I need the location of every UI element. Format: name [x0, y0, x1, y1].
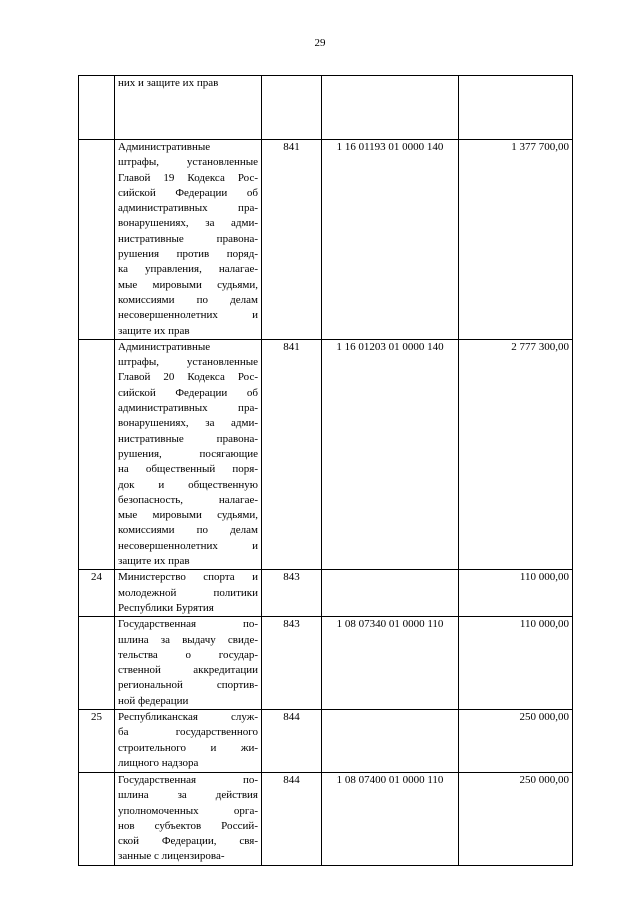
amount-cell: 250 000,00 [459, 709, 573, 772]
row-number-cell [79, 140, 115, 340]
table-row [79, 709, 573, 772]
administrator-code-cell: 843 [262, 570, 322, 617]
revenue-name-line: ба государственного [118, 726, 258, 739]
row-number-cell: 25 [79, 709, 115, 772]
revenue-name-line: Министерство спорта и [118, 571, 258, 584]
revenue-name-line: региональной спортив- [118, 679, 258, 692]
revenue-name-line: Главой 20 Кодекса Рос- [118, 371, 258, 384]
revenue-name-cell [115, 709, 262, 772]
amount-cell: 110 000,00 [459, 617, 573, 710]
revenue-name-line: Республиканская служ- [118, 710, 258, 723]
revenue-name-line: ной федерации [118, 694, 189, 707]
revenue-name-line: Государственная по- [118, 773, 258, 786]
revenue-name-cell [115, 76, 262, 140]
revenue-name-cell [115, 339, 262, 569]
revenue-name-line: Республики Бурятия [118, 601, 214, 614]
amount-cell: 250 000,00 [459, 772, 573, 865]
budget-classification-code-cell [322, 709, 459, 772]
administrator-code-cell: 841 [262, 339, 322, 569]
revenue-name-line: сийской Федерации об [118, 186, 258, 199]
revenue-name-cell [115, 570, 262, 617]
table-row [79, 570, 573, 617]
revenue-name-line: нистративные правона- [118, 432, 258, 445]
revenue-name-line: штрафы, установленные [118, 356, 258, 369]
revenue-name-line: док и общественную [118, 478, 258, 491]
revenue-name-cell [115, 772, 262, 865]
table-row [79, 617, 573, 710]
revenue-name-line: несовершеннолетних и [118, 309, 258, 322]
revenue-name-line: молодежной политики [118, 586, 258, 599]
revenue-name-line: ской Федерации, свя- [118, 835, 258, 848]
revenue-name-line: Государственная по- [118, 618, 258, 631]
revenue-name-line: строительного и жи- [118, 741, 258, 754]
revenue-name-line: защите их прав [118, 324, 190, 337]
revenue-name-line: Главой 19 Кодекса Рос- [118, 171, 258, 184]
row-number-cell [79, 772, 115, 865]
budget-classification-code-cell: 1 16 01193 01 0000 140 [322, 140, 459, 340]
table-row [79, 140, 573, 340]
revenue-name-line: шлина за действия [118, 789, 258, 802]
revenue-name-line: уполномоченных орга- [118, 804, 258, 817]
revenue-name-line: рушения, посягающие [118, 447, 258, 460]
revenue-name-line: занные с лицензирова- [118, 850, 225, 863]
administrator-code-cell: 844 [262, 772, 322, 865]
budget-classification-code-cell: 1 16 01203 01 0000 140 [322, 339, 459, 569]
revenue-name-line: ка управления, налагае- [118, 263, 258, 276]
revenue-name-line: вонарушениях, за адми- [118, 217, 258, 230]
table-body [79, 76, 573, 866]
row-number-cell [79, 76, 115, 140]
budget-classification-code-cell [322, 570, 459, 617]
budget-table [78, 75, 573, 866]
revenue-name-line: мые мировыми судьями, [118, 509, 258, 522]
amount-cell [459, 76, 573, 140]
budget-classification-code-cell [322, 76, 459, 140]
revenue-name-line: защите их прав [118, 555, 190, 568]
administrator-code-cell: 843 [262, 617, 322, 710]
row-number-cell [79, 617, 115, 710]
amount-cell: 2 777 300,00 [459, 339, 573, 569]
budget-classification-code-cell: 1 08 07400 01 0000 110 [322, 772, 459, 865]
revenue-name-line: безопасность, налагае- [118, 493, 258, 506]
revenue-name-line: Административные [118, 141, 211, 153]
table-row [79, 339, 573, 569]
revenue-name-line: на общественный поря- [118, 463, 258, 476]
table-row [79, 772, 573, 865]
revenue-name-line: административных пра- [118, 202, 258, 215]
row-number-cell [79, 339, 115, 569]
revenue-name-line: Административные [118, 340, 211, 353]
revenue-name-line: несовершеннолетних и [118, 539, 258, 552]
administrator-code-cell: 844 [262, 709, 322, 772]
administrator-code-cell [262, 76, 322, 140]
revenue-name-line: шлина за выдачу свиде- [118, 633, 258, 646]
revenue-name-line: нистративные правона- [118, 232, 258, 245]
revenue-name-line: штрафы, установленные [118, 156, 258, 169]
revenue-name-line: нов субъектов Россий- [118, 819, 258, 832]
revenue-name-cell [115, 617, 262, 710]
administrator-code-cell: 841 [262, 140, 322, 340]
revenue-name-line: лищного надзора [118, 756, 199, 769]
revenue-name-cell [115, 140, 262, 340]
revenue-name-line: тельства о государ- [118, 648, 258, 661]
revenue-name-line: них и защите их прав [118, 77, 219, 89]
revenue-name-line: рушения против поряд- [118, 248, 258, 261]
revenue-name-line: вонарушениях, за адми- [118, 417, 258, 430]
page-number: 29 [314, 37, 326, 49]
amount-cell: 1 377 700,00 [459, 140, 573, 340]
revenue-name-line: комиссиями по делам [118, 293, 258, 306]
revenue-name-line: мые мировыми судьями, [118, 278, 258, 291]
revenue-name-line: ственной аккредитации [118, 664, 258, 677]
revenue-name-line: комиссиями по делам [118, 524, 258, 537]
revenue-name-line: административных пра- [118, 402, 258, 415]
budget-classification-code-cell: 1 08 07340 01 0000 110 [322, 617, 459, 710]
row-number-cell: 24 [79, 570, 115, 617]
table-row [79, 76, 573, 140]
revenue-name-line: сийской Федерации об [118, 386, 258, 399]
amount-cell: 110 000,00 [459, 570, 573, 617]
